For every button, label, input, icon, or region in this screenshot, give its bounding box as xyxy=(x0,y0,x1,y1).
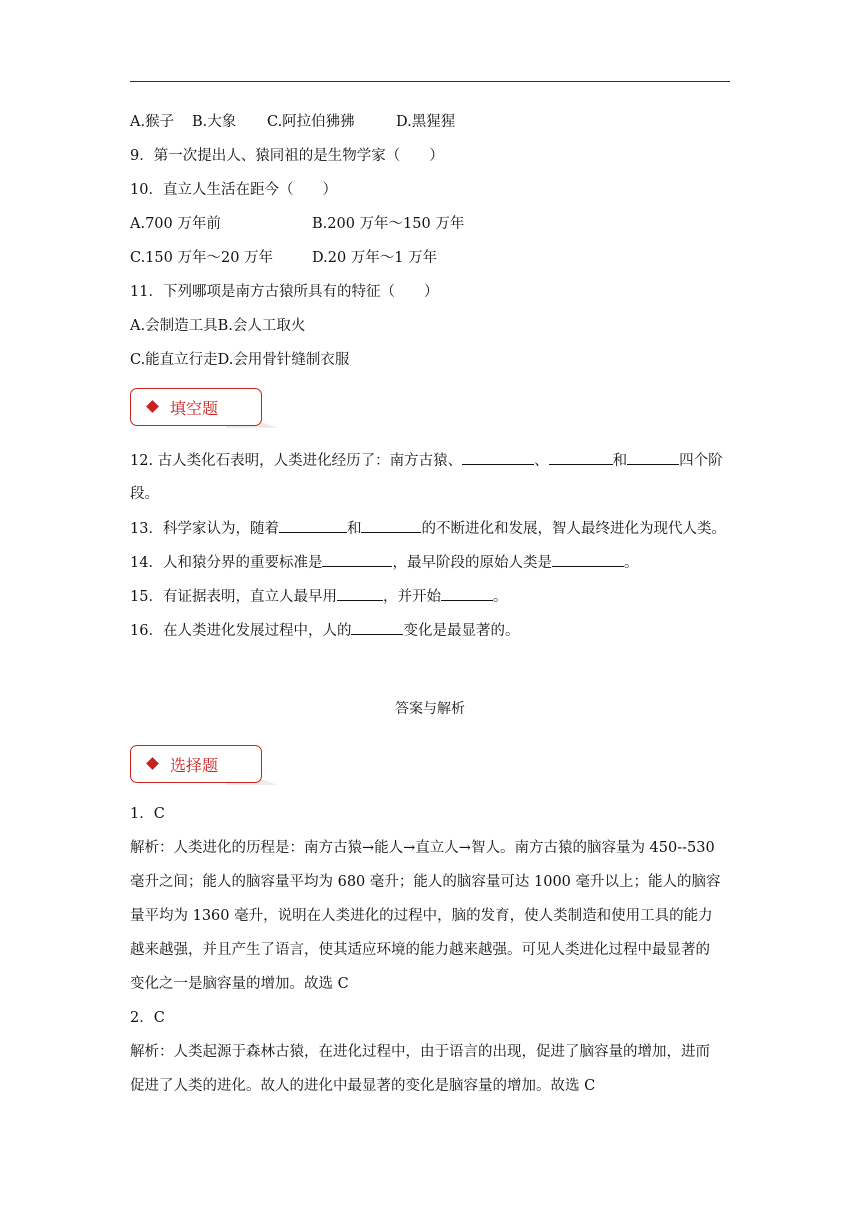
q8-option-d: D.黑猩猩 xyxy=(396,114,456,130)
q15-text-3: 。 xyxy=(492,589,508,605)
q14-text-3: 。 xyxy=(623,555,639,571)
answer-1-explain-2: 毫升之间；能人的脑容量平均为 680 毫升；能人的脑容量可达 1000 毫升以上；能人的脑容 xyxy=(130,874,721,890)
q12-text-3: 和 xyxy=(612,453,628,469)
q16-blank-1 xyxy=(351,620,403,635)
q12-text-4: 四个阶 xyxy=(679,453,723,469)
question-9: 9．第一次提出人、猿同祖的是生物学家（ ） xyxy=(130,148,444,164)
answer-2: 2．C xyxy=(130,1010,165,1026)
answer-2-explain-1: 解析：人类起源于森林古猿，在进化过程中，由于语言的出现，促进了脑容量的增加，进而 xyxy=(130,1044,710,1060)
answer-1-explain-3: 量平均为 1360 毫升，说明在人类进化的过程中，脑的发育，使人类制造和使用工具的能力 xyxy=(130,908,713,924)
question-16 xyxy=(130,620,519,641)
section-fill-blank-tag xyxy=(130,388,278,428)
section-fill-blank-label: 填空题 xyxy=(170,399,219,418)
q8-option-c: C.阿拉伯狒狒 xyxy=(267,114,355,130)
answer-2-explain-2: 促进了人类的进化。故人的进化中最显著的变化是脑容量的增加。故选 C xyxy=(130,1078,596,1094)
q15-blank-2 xyxy=(441,586,493,601)
section-choice-label: 选择题 xyxy=(170,756,219,775)
question-12 xyxy=(130,450,723,471)
q8-option-b: B.大象 xyxy=(192,114,237,130)
question-11-stem: 11．下列哪项是南方古猿所具有的特征（ ） xyxy=(130,284,439,300)
q10-option-a: A.700 万年前 xyxy=(130,216,221,232)
q10-option-b: B.200 万年～150 万年 xyxy=(312,216,465,232)
q8-option-a: A.猴子 xyxy=(130,114,175,130)
q13-text-3: 的不断进化和发展，智人最终进化为现代人类。 xyxy=(421,521,726,537)
q14-blank-1 xyxy=(322,552,392,567)
answers-title: 答案与解析 xyxy=(395,701,465,717)
answer-1-explain-5: 变化之一是脑容量的增加。故选 C xyxy=(130,976,349,992)
section-choice-tag xyxy=(130,745,278,785)
q13-text-1: 13．科学家认为，随着 xyxy=(130,521,279,537)
q13-blank-2 xyxy=(361,518,421,533)
question-12-cont: 段。 xyxy=(130,486,159,502)
q14-blank-2 xyxy=(552,552,624,567)
q10-option-c: C.150 万年～20 万年 xyxy=(130,250,274,266)
q15-blank-1 xyxy=(337,586,383,601)
q13-text-2: 和 xyxy=(346,521,362,537)
q16-text-2: 变化是最显著的。 xyxy=(403,623,520,639)
q10-option-d: D.20 万年～1 万年 xyxy=(312,250,438,266)
q12-text-1: 12. 古人类化石表明，人类进化经历了：南方古猿、 xyxy=(130,453,463,469)
q14-text-2: ，最早阶段的原始人类是 xyxy=(392,555,552,571)
q15-text-2: ，并开始 xyxy=(382,589,441,605)
q14-text-1: 14．人和猿分界的重要标准是 xyxy=(130,555,323,571)
question-15 xyxy=(130,586,507,607)
q13-blank-1 xyxy=(279,518,347,533)
q15-text-1: 15．有证据表明，直立人最早用 xyxy=(130,589,337,605)
answer-1-explain-4: 越来越强，并且产生了语言，使其适应环境的能力越来越强。可见人类进化过程中最显著的 xyxy=(130,942,710,958)
q12-blank-3 xyxy=(627,450,679,465)
answer-1: 1．C xyxy=(130,806,165,822)
q12-text-2: 、 xyxy=(534,453,549,469)
answer-1-explain-1: 解析：人类进化的历程是：南方古猿→能人→直立人→智人。南方古猿的脑容量为 450--530 xyxy=(130,840,715,856)
question-10-stem: 10．直立人生活在距今（ ） xyxy=(130,182,337,198)
q12-blank-1 xyxy=(462,450,534,465)
question-11-options-row1: A.会制造工具B.会人工取火 xyxy=(130,318,306,334)
header-rule xyxy=(130,81,730,82)
question-11-options-row2: C.能直立行走D.会用骨针缝制衣服 xyxy=(130,352,350,368)
question-14 xyxy=(130,552,638,573)
q16-text-1: 16．在人类进化发展过程中，人的 xyxy=(130,623,352,639)
q12-blank-2 xyxy=(549,450,613,465)
question-13 xyxy=(130,518,726,539)
